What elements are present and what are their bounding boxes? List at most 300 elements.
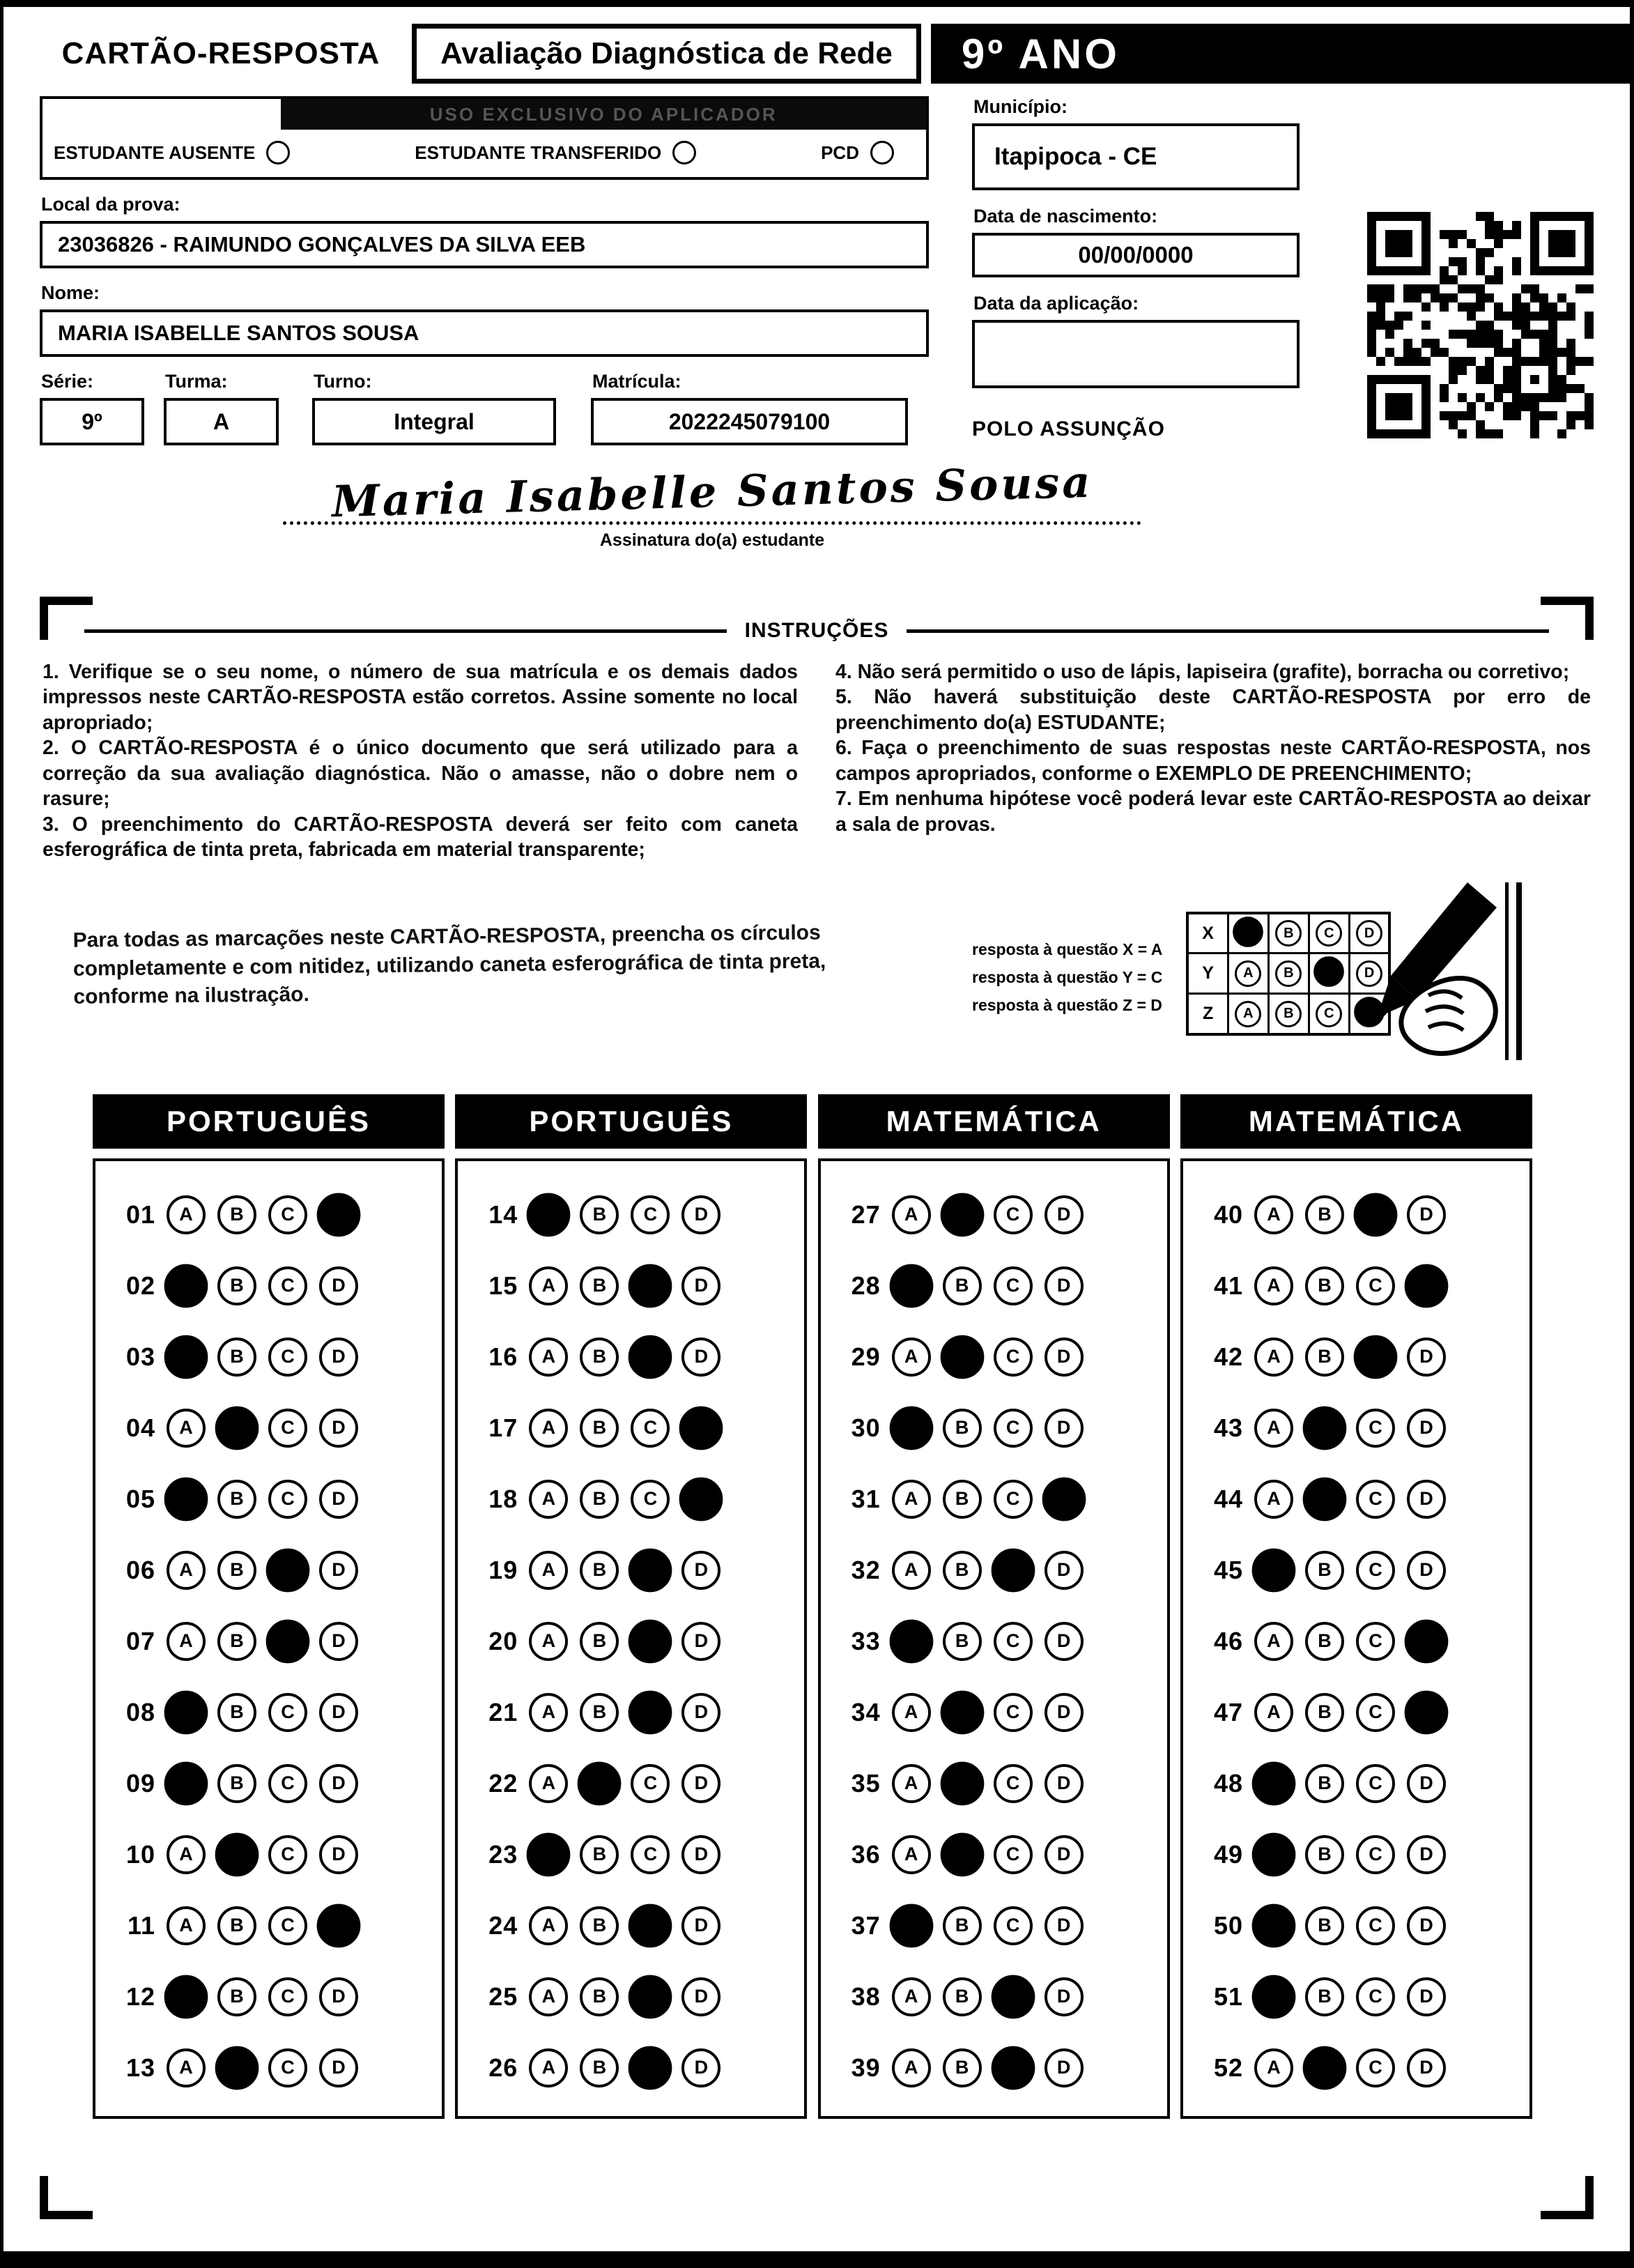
answer-bubble-d[interactable]: D (681, 1764, 720, 1803)
answer-bubble-d[interactable]: D (681, 1906, 720, 1945)
question-number: 28 (851, 1271, 881, 1300)
answer-bubble-c[interactable]: C (994, 1409, 1033, 1448)
question-row (1198, 1179, 1529, 1250)
answer-bubble-b[interactable]: B (580, 1409, 619, 1448)
answer-bubble-d[interactable]: D (681, 1977, 720, 2016)
instruction-item: 6. Faça o preenchimento de suas respostas neste CARTÃO-RESPOSTA, nos campos apropriados, conforme o EXEMPLO DE PREENCHIMENTO; (835, 737, 1591, 785)
answer-bubble-c[interactable] (629, 1264, 672, 1308)
answer-bubble-a[interactable]: A (1254, 1409, 1293, 1448)
answer-bubble-c[interactable]: C (994, 1906, 1033, 1945)
answer-bubble-a[interactable]: A (167, 1551, 206, 1590)
answer-bubble-d[interactable]: D (319, 1693, 358, 1732)
answer-bubble-d[interactable]: D (1045, 1266, 1084, 1305)
answer-bubble-b[interactable]: B (1305, 1835, 1344, 1874)
answer-bubble-b[interactable]: B (217, 1266, 256, 1305)
answer-bubble-a[interactable]: A (892, 2048, 931, 2087)
example-row-label: X (1187, 913, 1228, 953)
answer-bubble-b[interactable]: B (217, 1338, 256, 1377)
answer-bubble-d[interactable]: D (681, 1622, 720, 1661)
applicator-option-circle[interactable] (266, 141, 290, 164)
answer-bubble-a[interactable] (1252, 1832, 1296, 1876)
example-bubble-c: C (1316, 920, 1342, 947)
answer-bubble-a[interactable] (527, 1832, 571, 1876)
answer-bubble-c[interactable] (1354, 1335, 1398, 1379)
answer-bubble-c[interactable]: C (268, 1480, 307, 1519)
answer-bubble-d[interactable]: D (319, 1266, 358, 1305)
answer-bubble-c[interactable]: C (1356, 1480, 1395, 1519)
answer-bubble-c[interactable] (991, 2046, 1035, 2090)
answer-bubble-b[interactable] (215, 2046, 259, 2090)
answer-bubble-a[interactable]: A (1254, 1693, 1293, 1732)
question-number: 35 (851, 1768, 881, 1798)
answer-bubble-b[interactable]: B (580, 1622, 619, 1661)
answer-bubble-a[interactable]: A (892, 1764, 931, 1803)
aplicacao-label: Data da aplicação: (973, 293, 1139, 314)
answer-bubble-d[interactable]: D (1045, 1693, 1084, 1732)
question-row (111, 1464, 442, 1535)
question-row (836, 1179, 1167, 1250)
answer-bubble-a[interactable] (164, 1975, 208, 2018)
question-row (1198, 1321, 1529, 1393)
question-row (111, 1393, 442, 1464)
answer-bubble-d[interactable]: D (319, 1622, 358, 1661)
answer-bubble-b[interactable]: B (943, 1409, 982, 1448)
answer-bubble-c[interactable]: C (268, 1195, 307, 1234)
example-row (1187, 994, 1389, 1034)
answer-bubble-c[interactable]: C (1356, 1266, 1395, 1305)
example-cell (1268, 994, 1309, 1034)
turno-label: Turno: (314, 371, 372, 392)
answer-bubble-c[interactable] (629, 2046, 672, 2090)
question-number: 34 (851, 1697, 881, 1726)
answer-bubble-d[interactable]: D (1407, 1338, 1446, 1377)
answer-bubble-b[interactable] (215, 1406, 259, 1450)
answer-bubble-a[interactable] (164, 1264, 208, 1308)
answer-bubble-c[interactable] (629, 1975, 672, 2018)
answer-bubble-a[interactable]: A (529, 1764, 568, 1803)
answer-bubble-b[interactable]: B (1305, 1195, 1344, 1234)
question-number: 32 (851, 1555, 881, 1584)
answer-bubble-c[interactable] (629, 1903, 672, 1947)
question-number: 51 (1213, 1982, 1243, 2011)
answer-bubble-b[interactable]: B (1305, 1906, 1344, 1945)
answer-bubble-b[interactable]: B (1305, 1764, 1344, 1803)
answer-bubble-b[interactable]: B (580, 1551, 619, 1590)
signature-caption: Assinatura do(a) estudante (599, 530, 825, 550)
answer-bubble-c[interactable]: C (1356, 1906, 1395, 1945)
answer-bubble-d[interactable]: D (319, 1835, 358, 1874)
question-number: 39 (851, 2053, 881, 2082)
answer-bubble-d[interactable]: D (1407, 1409, 1446, 1448)
answer-bubble-d[interactable]: D (1045, 1835, 1084, 1874)
corner-mark-top-left (40, 597, 93, 640)
question-row (1198, 1677, 1529, 1748)
question-number: 45 (1213, 1555, 1243, 1584)
answer-bubble-b[interactable]: B (1305, 1266, 1344, 1305)
answer-bubble-d[interactable]: D (1407, 1906, 1446, 1945)
applicator-option-label: PCD (821, 141, 859, 163)
example-cell (1309, 913, 1349, 953)
answer-bubble-c[interactable] (629, 1619, 672, 1663)
answer-bubble-d[interactable]: D (1407, 2048, 1446, 2087)
answer-bubble-d[interactable]: D (1045, 1551, 1084, 1590)
answer-bubble-b[interactable] (940, 1832, 984, 1876)
answer-bubble-a[interactable]: A (1254, 1338, 1293, 1377)
question-number: 14 (488, 1200, 518, 1229)
answer-bubble-c[interactable]: C (631, 1195, 670, 1234)
answer-bubble-c[interactable]: C (268, 1764, 307, 1803)
answer-bubble-d[interactable]: D (319, 1409, 358, 1448)
answer-bubble-b[interactable]: B (943, 1266, 982, 1305)
answer-bubble-b[interactable]: B (1305, 1693, 1344, 1732)
answer-bubble-b[interactable] (940, 1193, 984, 1236)
answer-bubble-a[interactable]: A (892, 1338, 931, 1377)
example-row-label: Z (1187, 994, 1228, 1034)
class-info-row (40, 357, 929, 445)
answer-bubble-d[interactable]: D (681, 2048, 720, 2087)
answer-bubble-c[interactable]: C (1356, 1622, 1395, 1661)
answer-bubble-a[interactable]: A (892, 1195, 931, 1234)
answer-bubble-a[interactable] (1252, 1975, 1296, 2018)
answer-bubble-d[interactable]: D (1407, 1195, 1446, 1234)
question-number: 31 (851, 1484, 881, 1513)
answer-grid (455, 1158, 807, 2119)
answer-bubble-d[interactable]: D (1407, 1764, 1446, 1803)
answer-bubble-d[interactable]: D (1045, 1622, 1084, 1661)
answer-bubble-a[interactable]: A (892, 1551, 931, 1590)
example-cell (1228, 994, 1268, 1034)
student-signature: Maria Isabelle Santos Sousa (330, 456, 1094, 528)
answer-bubble-b[interactable]: B (943, 1906, 982, 1945)
answer-bubble-b[interactable]: B (580, 1693, 619, 1732)
answer-bubble-b[interactable]: B (217, 1480, 256, 1519)
example-bubble-d: D (1356, 920, 1382, 947)
answer-bubble-a[interactable]: A (167, 1409, 206, 1448)
answer-bubble-a[interactable] (1252, 1761, 1296, 1805)
answer-bubble-b[interactable]: B (1305, 1622, 1344, 1661)
answer-bubble-a[interactable] (889, 1619, 933, 1663)
answer-bubble-b[interactable] (940, 1690, 984, 1734)
answer-bubble-c[interactable]: C (994, 1338, 1033, 1377)
answer-bubble-a[interactable]: A (167, 1835, 206, 1874)
answer-bubble-d[interactable]: D (681, 1551, 720, 1590)
answer-bubble-b[interactable]: B (943, 1480, 982, 1519)
answer-bubble-d[interactable]: D (319, 2048, 358, 2087)
example-cell (1309, 994, 1349, 1034)
answer-bubble-a[interactable]: A (1254, 1266, 1293, 1305)
question-number: 25 (488, 1982, 518, 2011)
example-bubble-c: C (1316, 1001, 1342, 1027)
answer-bubble-a[interactable]: A (529, 2048, 568, 2087)
answer-bubble-c[interactable]: C (994, 1693, 1033, 1732)
answer-bubble-d[interactable]: D (681, 1693, 720, 1732)
answer-bubble-d[interactable]: D (681, 1266, 720, 1305)
answer-bubble-c[interactable]: C (994, 1266, 1033, 1305)
answer-bubble-b[interactable]: B (580, 2048, 619, 2087)
answer-bubble-a[interactable]: A (1254, 2048, 1293, 2087)
nome-value: MARIA ISABELLE SANTOS SOUSA (40, 309, 929, 357)
answer-bubble-c[interactable]: C (1356, 1977, 1395, 2016)
form-title: CARTÃO-RESPOSTA (61, 36, 380, 70)
municipio-label: Município: (973, 96, 1068, 117)
example-row (1187, 953, 1389, 994)
answer-bubble-a[interactable] (164, 1690, 208, 1734)
answer-bubble-c[interactable]: C (1356, 1693, 1395, 1732)
question-number: 16 (488, 1342, 518, 1371)
instruction-item: 5. Não haverá substituição deste CARTÃO-RESPOSTA por erro de preenchimento do(a) ESTUDANTE; (835, 686, 1591, 734)
answer-bubble-c[interactable]: C (631, 1480, 670, 1519)
question-row (836, 1748, 1167, 1819)
answer-bubble-b[interactable] (1303, 1477, 1347, 1521)
subject-header: PORTUGUÊS (93, 1094, 445, 1149)
answer-bubble-d[interactable]: D (1045, 1764, 1084, 1803)
question-row (1198, 2032, 1529, 2104)
answer-bubble-c[interactable]: C (1356, 1835, 1395, 1874)
answer-bubble-d[interactable]: D (681, 1338, 720, 1377)
question-row (836, 1606, 1167, 1677)
answer-bubble-a[interactable]: A (892, 1977, 931, 2016)
answer-bubble-c[interactable]: C (994, 1195, 1033, 1234)
answer-bubble-c[interactable] (991, 1548, 1035, 1592)
answer-bubble-d[interactable] (679, 1477, 723, 1521)
answer-bubble-a[interactable] (1252, 1903, 1296, 1947)
answer-bubble-d[interactable]: D (319, 1480, 358, 1519)
question-number: 48 (1213, 1768, 1243, 1798)
answer-bubble-b[interactable]: B (1305, 1338, 1344, 1377)
answer-grid (818, 1158, 1170, 2119)
answer-column (1180, 1094, 1532, 2119)
answer-bubble-c[interactable] (266, 1548, 310, 1592)
hand-pen-illustration (1362, 882, 1525, 1067)
answer-bubble-a[interactable]: A (529, 1480, 568, 1519)
answer-bubble-b[interactable] (215, 1832, 259, 1876)
answer-bubble-b[interactable]: B (217, 1195, 256, 1234)
answer-bubble-c[interactable]: C (1356, 2048, 1395, 2087)
answer-bubble-a[interactable]: A (167, 1195, 206, 1234)
answer-bubble-a[interactable]: A (529, 1266, 568, 1305)
answer-bubble-b[interactable]: B (1305, 1977, 1344, 2016)
answer-bubble-b[interactable] (1303, 2046, 1347, 2090)
answer-bubble-b[interactable]: B (943, 1977, 982, 2016)
answer-bubble-c[interactable]: C (1356, 1764, 1395, 1803)
example-row (1187, 913, 1389, 953)
answer-bubble-d[interactable]: D (1045, 1409, 1084, 1448)
answer-bubble-a[interactable]: A (892, 1480, 931, 1519)
question-number: 06 (125, 1555, 155, 1584)
turno-group (312, 357, 556, 445)
example-bubble-a (1233, 917, 1264, 947)
answer-bubble-b[interactable] (578, 1761, 622, 1805)
question-number: 52 (1213, 2053, 1243, 2082)
matricula-label: Matrícula: (592, 371, 681, 392)
applicator-option-circle[interactable] (870, 141, 894, 164)
answer-bubble-b[interactable]: B (580, 1906, 619, 1945)
answer-bubble-a[interactable]: A (1254, 1195, 1293, 1234)
question-row (1198, 1961, 1529, 2032)
answer-bubble-c[interactable]: C (268, 2048, 307, 2087)
instructions-left (43, 659, 798, 863)
applicator-options (43, 130, 926, 177)
answer-bubble-a[interactable] (1252, 1548, 1296, 1592)
question-number: 49 (1213, 1839, 1243, 1869)
answer-bubble-d[interactable] (317, 1193, 361, 1236)
answer-bubble-c[interactable]: C (268, 1906, 307, 1945)
answer-bubble-b[interactable]: B (580, 1480, 619, 1519)
answer-bubble-d[interactable] (1405, 1264, 1449, 1308)
question-row (473, 1250, 804, 1321)
answer-bubble-a[interactable]: A (167, 1906, 206, 1945)
answer-bubble-b[interactable]: B (217, 1906, 256, 1945)
answer-bubble-a[interactable]: A (529, 1409, 568, 1448)
answer-bubble-a[interactable]: A (529, 1977, 568, 2016)
answer-bubble-a[interactable] (889, 1406, 933, 1450)
question-row (1198, 1535, 1529, 1606)
answer-bubble-c[interactable]: C (268, 1266, 307, 1305)
marking-instruction-text: Para todas as marcações neste CARTÃO-RESPOSTA, preencha os círculos completamente e com nitidez, utilizando caneta esferográfica de tinta preta, conforme na ilustração. (72, 921, 826, 1009)
answer-bubble-a[interactable]: A (529, 1551, 568, 1590)
answer-bubble-a[interactable] (889, 1903, 933, 1947)
instruction-item: 3. O preenchimento do CARTÃO-RESPOSTA deverá ser feito com caneta esferográfica de tinta preta, fabricada em material transparente; (43, 813, 798, 861)
nome-label: Nome: (41, 282, 100, 303)
answer-bubble-c[interactable]: C (631, 1409, 670, 1448)
question-number: 04 (125, 1413, 155, 1442)
answer-bubble-a[interactable]: A (892, 1835, 931, 1874)
question-row (836, 1250, 1167, 1321)
answer-bubble-d[interactable] (679, 1406, 723, 1450)
answer-bubble-d[interactable]: D (1045, 2048, 1084, 2087)
question-number: 29 (851, 1342, 881, 1371)
question-row (836, 1321, 1167, 1393)
answer-bubble-a[interactable] (889, 1264, 933, 1308)
answer-bubble-b[interactable]: B (580, 1977, 619, 2016)
answer-bubble-b[interactable]: B (943, 1551, 982, 1590)
answer-bubble-c[interactable]: C (1356, 1551, 1395, 1590)
answer-bubble-b[interactable] (940, 1761, 984, 1805)
answer-bubble-a[interactable] (164, 1761, 208, 1805)
answer-bubble-b[interactable]: B (1305, 1551, 1344, 1590)
answer-bubble-d[interactable]: D (1045, 1338, 1084, 1377)
answer-bubble-c[interactable] (629, 1335, 672, 1379)
answer-bubble-d[interactable]: D (319, 1764, 358, 1803)
answer-bubble-c[interactable]: C (268, 1977, 307, 2016)
answer-bubble-a[interactable] (527, 1193, 571, 1236)
answer-column (818, 1094, 1170, 2119)
answer-bubble-c[interactable] (629, 1690, 672, 1734)
answer-bubble-a[interactable]: A (167, 2048, 206, 2087)
answer-bubble-b[interactable]: B (217, 1551, 256, 1590)
answer-bubble-b[interactable]: B (943, 2048, 982, 2087)
answer-bubble-a[interactable]: A (529, 1906, 568, 1945)
answer-bubble-d[interactable]: D (1045, 1195, 1084, 1234)
answer-bubble-b[interactable]: B (217, 1977, 256, 2016)
answer-bubble-d[interactable]: D (1045, 1977, 1084, 2016)
question-row (111, 1606, 442, 1677)
answer-bubble-c[interactable] (1354, 1193, 1398, 1236)
aplicacao-value[interactable] (972, 320, 1300, 388)
answer-bubble-b[interactable]: B (580, 1195, 619, 1234)
applicator-option-label: ESTUDANTE AUSENTE (54, 141, 256, 163)
answer-bubble-c[interactable]: C (268, 1409, 307, 1448)
answer-bubble-d[interactable] (317, 1903, 361, 1947)
turma-value: A (164, 398, 279, 445)
answer-bubble-d[interactable]: D (319, 1338, 358, 1377)
answer-bubble-c[interactable] (266, 1619, 310, 1663)
answer-bubble-c[interactable]: C (268, 1693, 307, 1732)
answer-bubble-b[interactable]: B (580, 1338, 619, 1377)
answer-bubble-d[interactable]: D (1407, 1480, 1446, 1519)
example-bubble-a: A (1235, 1001, 1261, 1027)
signature-area (0, 456, 1525, 551)
answer-bubble-d[interactable]: D (681, 1195, 720, 1234)
question-number: 11 (127, 1910, 155, 1940)
answer-bubble-c[interactable]: C (268, 1338, 307, 1377)
answer-bubble-b[interactable]: B (217, 1693, 256, 1732)
answer-bubble-d[interactable]: D (319, 1977, 358, 2016)
answer-bubble-d[interactable] (1405, 1690, 1449, 1734)
student-info-section (40, 96, 1594, 445)
answer-bubble-d[interactable] (1042, 1477, 1086, 1521)
answer-bubble-c[interactable]: C (994, 1835, 1033, 1874)
answer-bubble-c[interactable]: C (1356, 1409, 1395, 1448)
answer-bubble-d[interactable]: D (1407, 1977, 1446, 2016)
answer-bubble-c[interactable] (991, 1975, 1035, 2018)
answer-bubble-a[interactable] (164, 1335, 208, 1379)
question-number: 02 (125, 1271, 155, 1300)
answer-bubble-d[interactable]: D (1407, 1835, 1446, 1874)
question-number: 13 (125, 2053, 155, 2082)
answer-bubble-a[interactable]: A (529, 1693, 568, 1732)
answer-grid (1180, 1158, 1532, 2119)
answer-bubble-b[interactable]: B (580, 1835, 619, 1874)
answer-bubble-d[interactable]: D (319, 1551, 358, 1590)
answer-bubble-c[interactable]: C (994, 1764, 1033, 1803)
answer-bubble-b[interactable]: B (943, 1622, 982, 1661)
answer-bubble-a[interactable] (164, 1477, 208, 1521)
answer-bubble-a[interactable]: A (892, 1693, 931, 1732)
polo-label: POLO ASSUNÇÃO (972, 417, 1165, 440)
answer-bubble-b[interactable]: B (580, 1266, 619, 1305)
question-row (473, 1748, 804, 1819)
answer-column (93, 1094, 445, 2119)
corner-mark-bottom-left (40, 2176, 93, 2219)
answer-bubble-a[interactable]: A (1254, 1480, 1293, 1519)
answer-bubble-c[interactable] (629, 1548, 672, 1592)
answer-bubble-b[interactable] (1303, 1406, 1347, 1450)
answer-bubble-c[interactable]: C (994, 1622, 1033, 1661)
nascimento-value: 00/00/0000 (972, 233, 1300, 277)
answer-bubble-c[interactable]: C (631, 1835, 670, 1874)
answer-bubble-a[interactable]: A (529, 1622, 568, 1661)
signature-line (283, 456, 1142, 528)
question-row (1198, 1606, 1529, 1677)
applicator-option-circle[interactable] (672, 141, 696, 164)
answer-bubble-d[interactable]: D (1407, 1551, 1446, 1590)
answer-bubble-d[interactable]: D (1045, 1906, 1084, 1945)
answer-bubble-d[interactable]: D (681, 1835, 720, 1874)
answer-bubble-a[interactable]: A (167, 1622, 206, 1661)
answer-bubble-b[interactable]: B (217, 1764, 256, 1803)
answer-bubble-d[interactable] (1405, 1619, 1449, 1663)
answer-bubble-c[interactable]: C (631, 1764, 670, 1803)
answer-bubble-b[interactable] (940, 1335, 984, 1379)
answer-bubble-c[interactable]: C (268, 1835, 307, 1874)
marking-legend-line: resposta à questão Z = D (972, 996, 1162, 1015)
answer-bubble-a[interactable]: A (1254, 1622, 1293, 1661)
answer-bubble-a[interactable]: A (529, 1338, 568, 1377)
answer-bubble-c[interactable]: C (994, 1480, 1033, 1519)
answer-bubble-b[interactable]: B (217, 1622, 256, 1661)
question-row (836, 1890, 1167, 1961)
